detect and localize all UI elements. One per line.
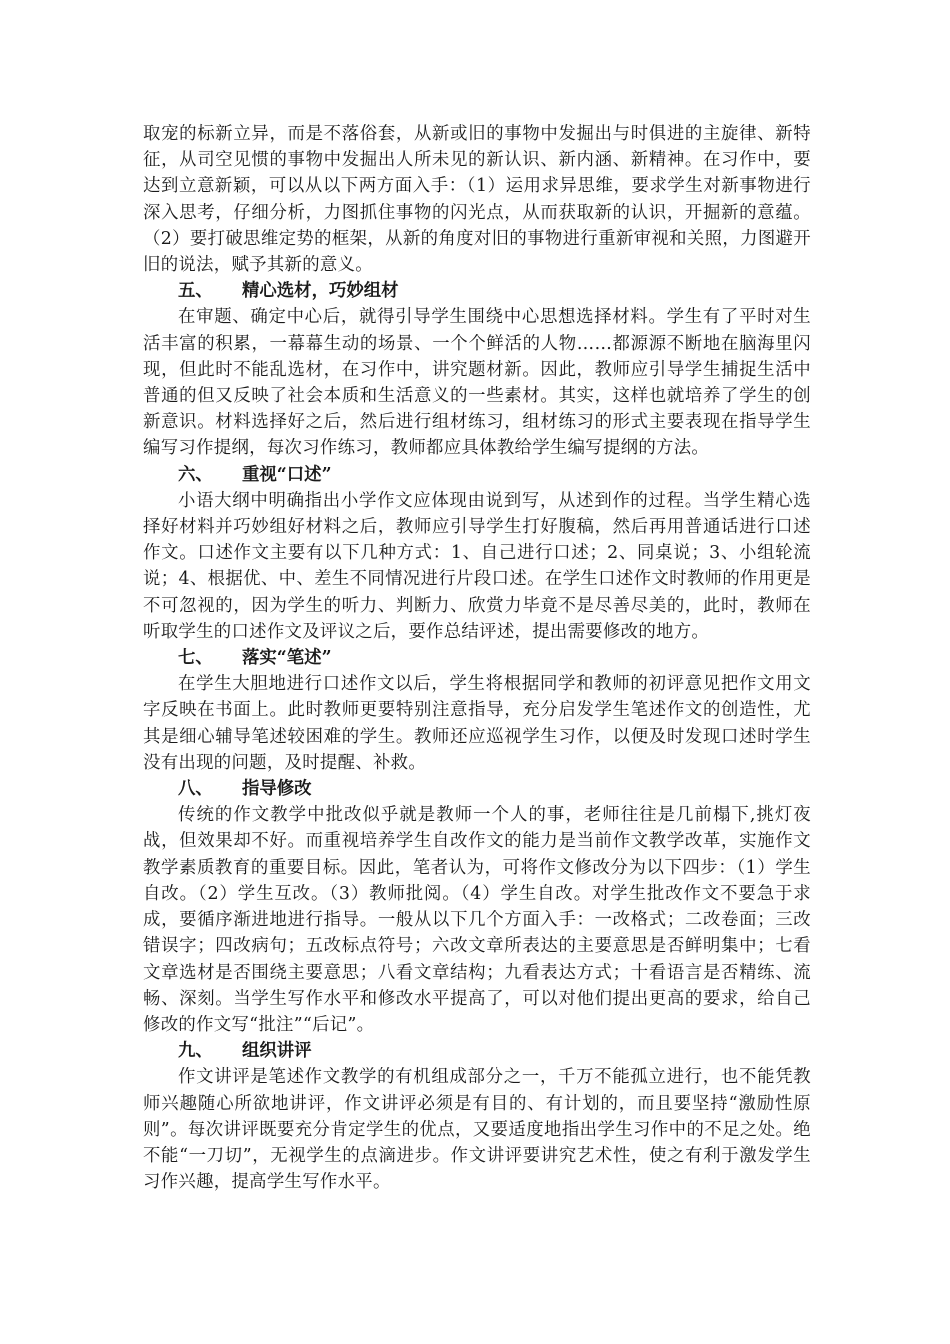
section-heading-8 (143, 776, 811, 802)
section-number: 五、 (178, 281, 213, 302)
section-number: 八、 (178, 779, 213, 800)
section-heading-9 (143, 1038, 811, 1064)
section-number: 七、 (178, 648, 213, 669)
section-body-9: 作文讲评是笔述作文教学的有机组成部分之一，千万不能孤立进行，也不能凭教师兴趣随心所欲地讲评，作文讲评必须是有目的、有计划的，而且要坚持“激励性原则”。每次讲评既要充分肯定学生的优点，又要适度地指出学生习作中的不足之处。绝不能“一刀切”，无视学生的点滴进步。作文讲评要讲究艺术性，使之有利于激发学生习作兴趣，提高学生写作水平。 (143, 1067, 811, 1193)
section-body-7: 在学生大胆地进行口述作文以后，学生将根据同学和教师的初评意见把作文用文字反映在书面上。此时教师更要特别注意指导，充分启发学生笔述作文的创造性，尤其是细心辅导笔述较困难的学生。教师还应巡视学生习作，以便及时发现口述时学生没有出现的问题，及时提醒、补救。 (143, 674, 811, 773)
section-heading-5 (143, 278, 811, 304)
section-title: 精心选材，巧妙组材 (242, 281, 399, 302)
section-body-8: 传统的作文教学中批改似乎就是教师一个人的事，老师往往是几前榻下,挑灯夜战，但效果却不好。而重视培养学生自改作文的能力是当前作文教学改革，实施作文教学素质教育的重要目标。因此，笔者认为，可将作文修改分为以下四步：（1）学生自改。（2）学生互改。（3）教师批阅。（4）学生自改。对学生批改作文不要急于求成，要循序渐进地进行指导。一般从以下几个方面入手：一改格式；二改卷面；三改错误字；四改病句；五改标点符号；六改文章所表达的主要意思是否鲜明集中；七看文章选材是否围绕主要意思；八看文章结构；九看表达方式；十看语言是否精练、流畅、深刻。当学生写作水平和修改水平提高了，可以对他们提出更高的要求，给自己修改的作文写“批注”“后记”。 (143, 805, 811, 1035)
section-title: 指导修改 (242, 779, 312, 800)
section-title: 组织讲评 (242, 1041, 312, 1062)
intro-paragraph: 取宠的标新立异，而是不落俗套，从新或旧的事物中发掘出与时俱进的主旋律、新特征，从司空见惯的事物中发掘出人所未见的新认识、新内涵、新精神。在习作中，要达到立意新颖，可以从以下两方面入手：（1）运用求异思维，要求学生对新事物进行深入思考，仔细分析，力图抓住事物的闪光点，从而获取新的认识，开掘新的意蕴。（2）要打破思维定势的框架，从新的角度对旧的事物进行重新审视和关照，力图避开旧的说法，赋予其新的意义。 (143, 124, 811, 276)
section-number: 九、 (178, 1041, 213, 1062)
section-number: 六、 (178, 464, 213, 485)
section-body-6: 小语大纲中明确指出小学作文应体现由说到写，从述到作的过程。当学生精心选择好材料并巧妙组好材料之后，教师应引导学生打好腹稿，然后再用普通话进行口述作文。口述作文主要有以下几种方式：1、自己进行口述；2、同桌说；3、小组轮流说；4、根据优、中、差生不同情况进行片段口述。在学生口述作文时教师的作用更是不可忽视的，因为学生的听力、判断力、欣赏力毕竟不是尽善尽美的，此时，教师在听取学生的口述作文及评议之后，要作总结评述，提出需要修改的地方。 (143, 490, 811, 642)
section-heading-7 (143, 645, 811, 671)
document-content (143, 121, 811, 1195)
section-heading-6 (143, 462, 811, 488)
section-body-5: 在审题、确定中心后，就得引导学生围绕中心思想选择材料。学生有了平时对生活丰富的积累，一幕幕生动的场景、一个个鲜活的人物……都源源不断地在脑海里闪现，但此时不能乱选材，在习作中，讲究题材新。因此，教师应引导学生捕捉生活中普通的但又反映了社会本质和生活意义的一些素材。其实，这样也就培养了学生的创新意识。材料选择好之后，然后进行组材练习，组材练习的形式主要表现在指导学生编写习作提纲，每次习作练习，教师都应具体教给学生编写提纲的方法。 (143, 307, 811, 459)
section-title: 重视“口述” (242, 464, 332, 485)
section-title: 落实“笔述” (242, 648, 332, 669)
